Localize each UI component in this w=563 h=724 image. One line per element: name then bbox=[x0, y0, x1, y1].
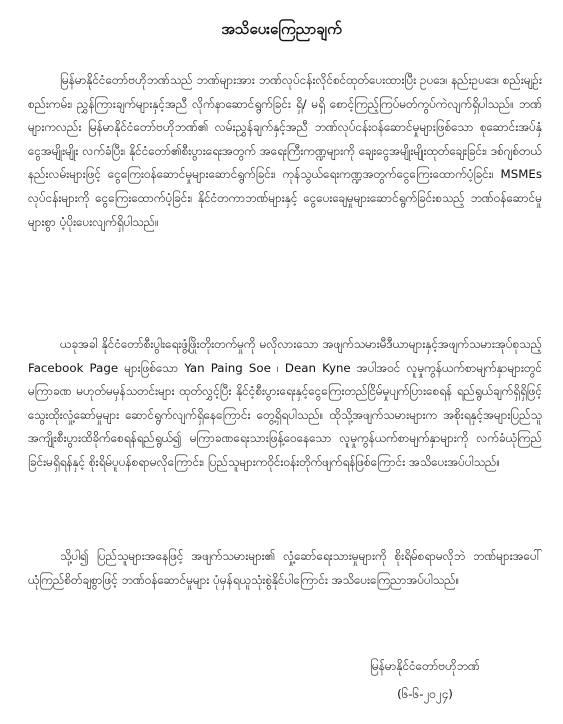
issuer-name: မြန်မာနိုင်ငံတော်ဗဟိုဘဏ် bbox=[370, 659, 480, 673]
paragraph-2: ယခုအခါ နိုင်ငံတော်စီးပွါးရေးဖွံ့ဖြိုးတိုးတက်မှုကို မလိုလားသော အဖျက်သမားမီဒီယာများနှင့်အဖျက်သမားအုပ်စုသည့် Facebook Page များဖြစ်သော Yan Paing Soe ၊ Dean Kyne အပါအဝင် လူမှုကွန်ယက်စာမျက်နှာများတွင် မကြာခဏ မဟုတ်မမှန်သတင်းများ ထုတ်လွှင့်ပြီး နိုင်ငံ့စီးပွားရေးနှင့်ငွေကြေးတည်ငြိမ်မှုပျက်ပြားစေရန် ရည်ရွယ်ချက်ရှိရှိဖြင့် သွေးထိုးလှုံ့ဆော်မှုများ ဆောင်ရွက်လျက်ရှိနေကြောင်း တွေ့ရှိရပါသည်။ ထိုသို့အဖျက်သမားများက အစိုးရနှင့်အများပြည်သူအကျိုးစီးပွားထိခိုက်စေရန်ရည်ရွယ်၍ မကြာခဏရေးသားဖြန့်ဝေနေသော လူမှုကွန်ယက်စာမျက်နှာများကို လက်ခံယုံကြည်ခြင်းမရှိရန်နှင့် စိုးရိမ်ပူပန်စရာမလိုကြောင်း၊ ပြည်သူများကဝိုင်းဝန်းတိုက်ဖျက်ရန်ဖြစ်ကြောင်း အသိပေးအပ်ပါသည်။ bbox=[28, 337, 542, 469]
issue-date: (၆-၆-၂၀၂၄) bbox=[397, 687, 453, 701]
paragraph-1: မြန်မာနိုင်ငံတော်ဗဟိုဘဏ်သည် ဘဏ်များအား ဘဏ်လုပ်ငန်းလိုင်စင်ထုတ်ပေးထားပြီး ဥပဒေ၊ နည်းဥပဒေ၊ စည်းမျဉ်းစည်းကမ်း၊ ညွှန်ကြားချက်များနှင့်အညီ လိုက်နာဆောင်ရွက်ခြင်း ရှိ/ မရှိ စောင့်ကြည့်ကြပ်မတ်ကွပ်ကဲလျက်ရှိပါသည်။ ဘဏ်များကလည်း မြန်မာနိုင်ငံတော်ဗဟိုဘဏ်၏ လမ်းညွှန်ချက်နှင့်အညီ ဘဏ်လုပ်ငန်းဝန်ဆောင်မှုများဖြစ်သော စုဆောင်းအပ်နှံငွေအမျိုးမျိုး လက်ခံပြီး၊ နိုင်ငံတော်၏စီးပွားရေးအတွက် အရေးကြီးကဏ္ဍများကို ချေးငွေအမျိုးမျိုးထုတ်ချေးခြင်း၊ ဒစ်ဂျစ်တယ်နည်းလမ်းများဖြင့် ငွေကြေးဝန်ဆောင်မှုများဆောင်ရွက်ခြင်း၊ ကုန်သွယ်ရေးကဏ္ဍအတွက်ငွေကြေးထောက်ပံ့ခြင်း၊ MSMEs လုပ်ငန်းများကို ငွေကြေးထောက်ပံ့ခြင်း၊ နိုင်ငံတကာဘဏ်များနှင့် ငွေပေးချေမှုများဆောင်ရွက်ခြင်းစသည့် ဘဏ်ဝန်ဆောင်မှုများစွာ ပံ့ပိုးပေးလျက်ရှိပါသည်။ bbox=[28, 73, 542, 229]
paragraph-3: သို့ပါ၍ ပြည်သူများအနေဖြင့် အဖျက်သမားများ၏ လှုံ့ဆော်ရေးသားမှုများကို စိုးရိမ်စရာမလိုဘဲ ဘဏ်များအပေါ်ယုံကြည်စိတ်ချစွာဖြင့် ဘဏ်ဝန်ဆောင်မှုများ ပုံမှန်ရယူသုံးစွဲနိုင်ပါကြောင်း အသိပေးကြေညာအပ်ပါသည်။ bbox=[28, 549, 542, 587]
document-title: အသိပေးကြေညာချက် bbox=[221, 20, 342, 38]
